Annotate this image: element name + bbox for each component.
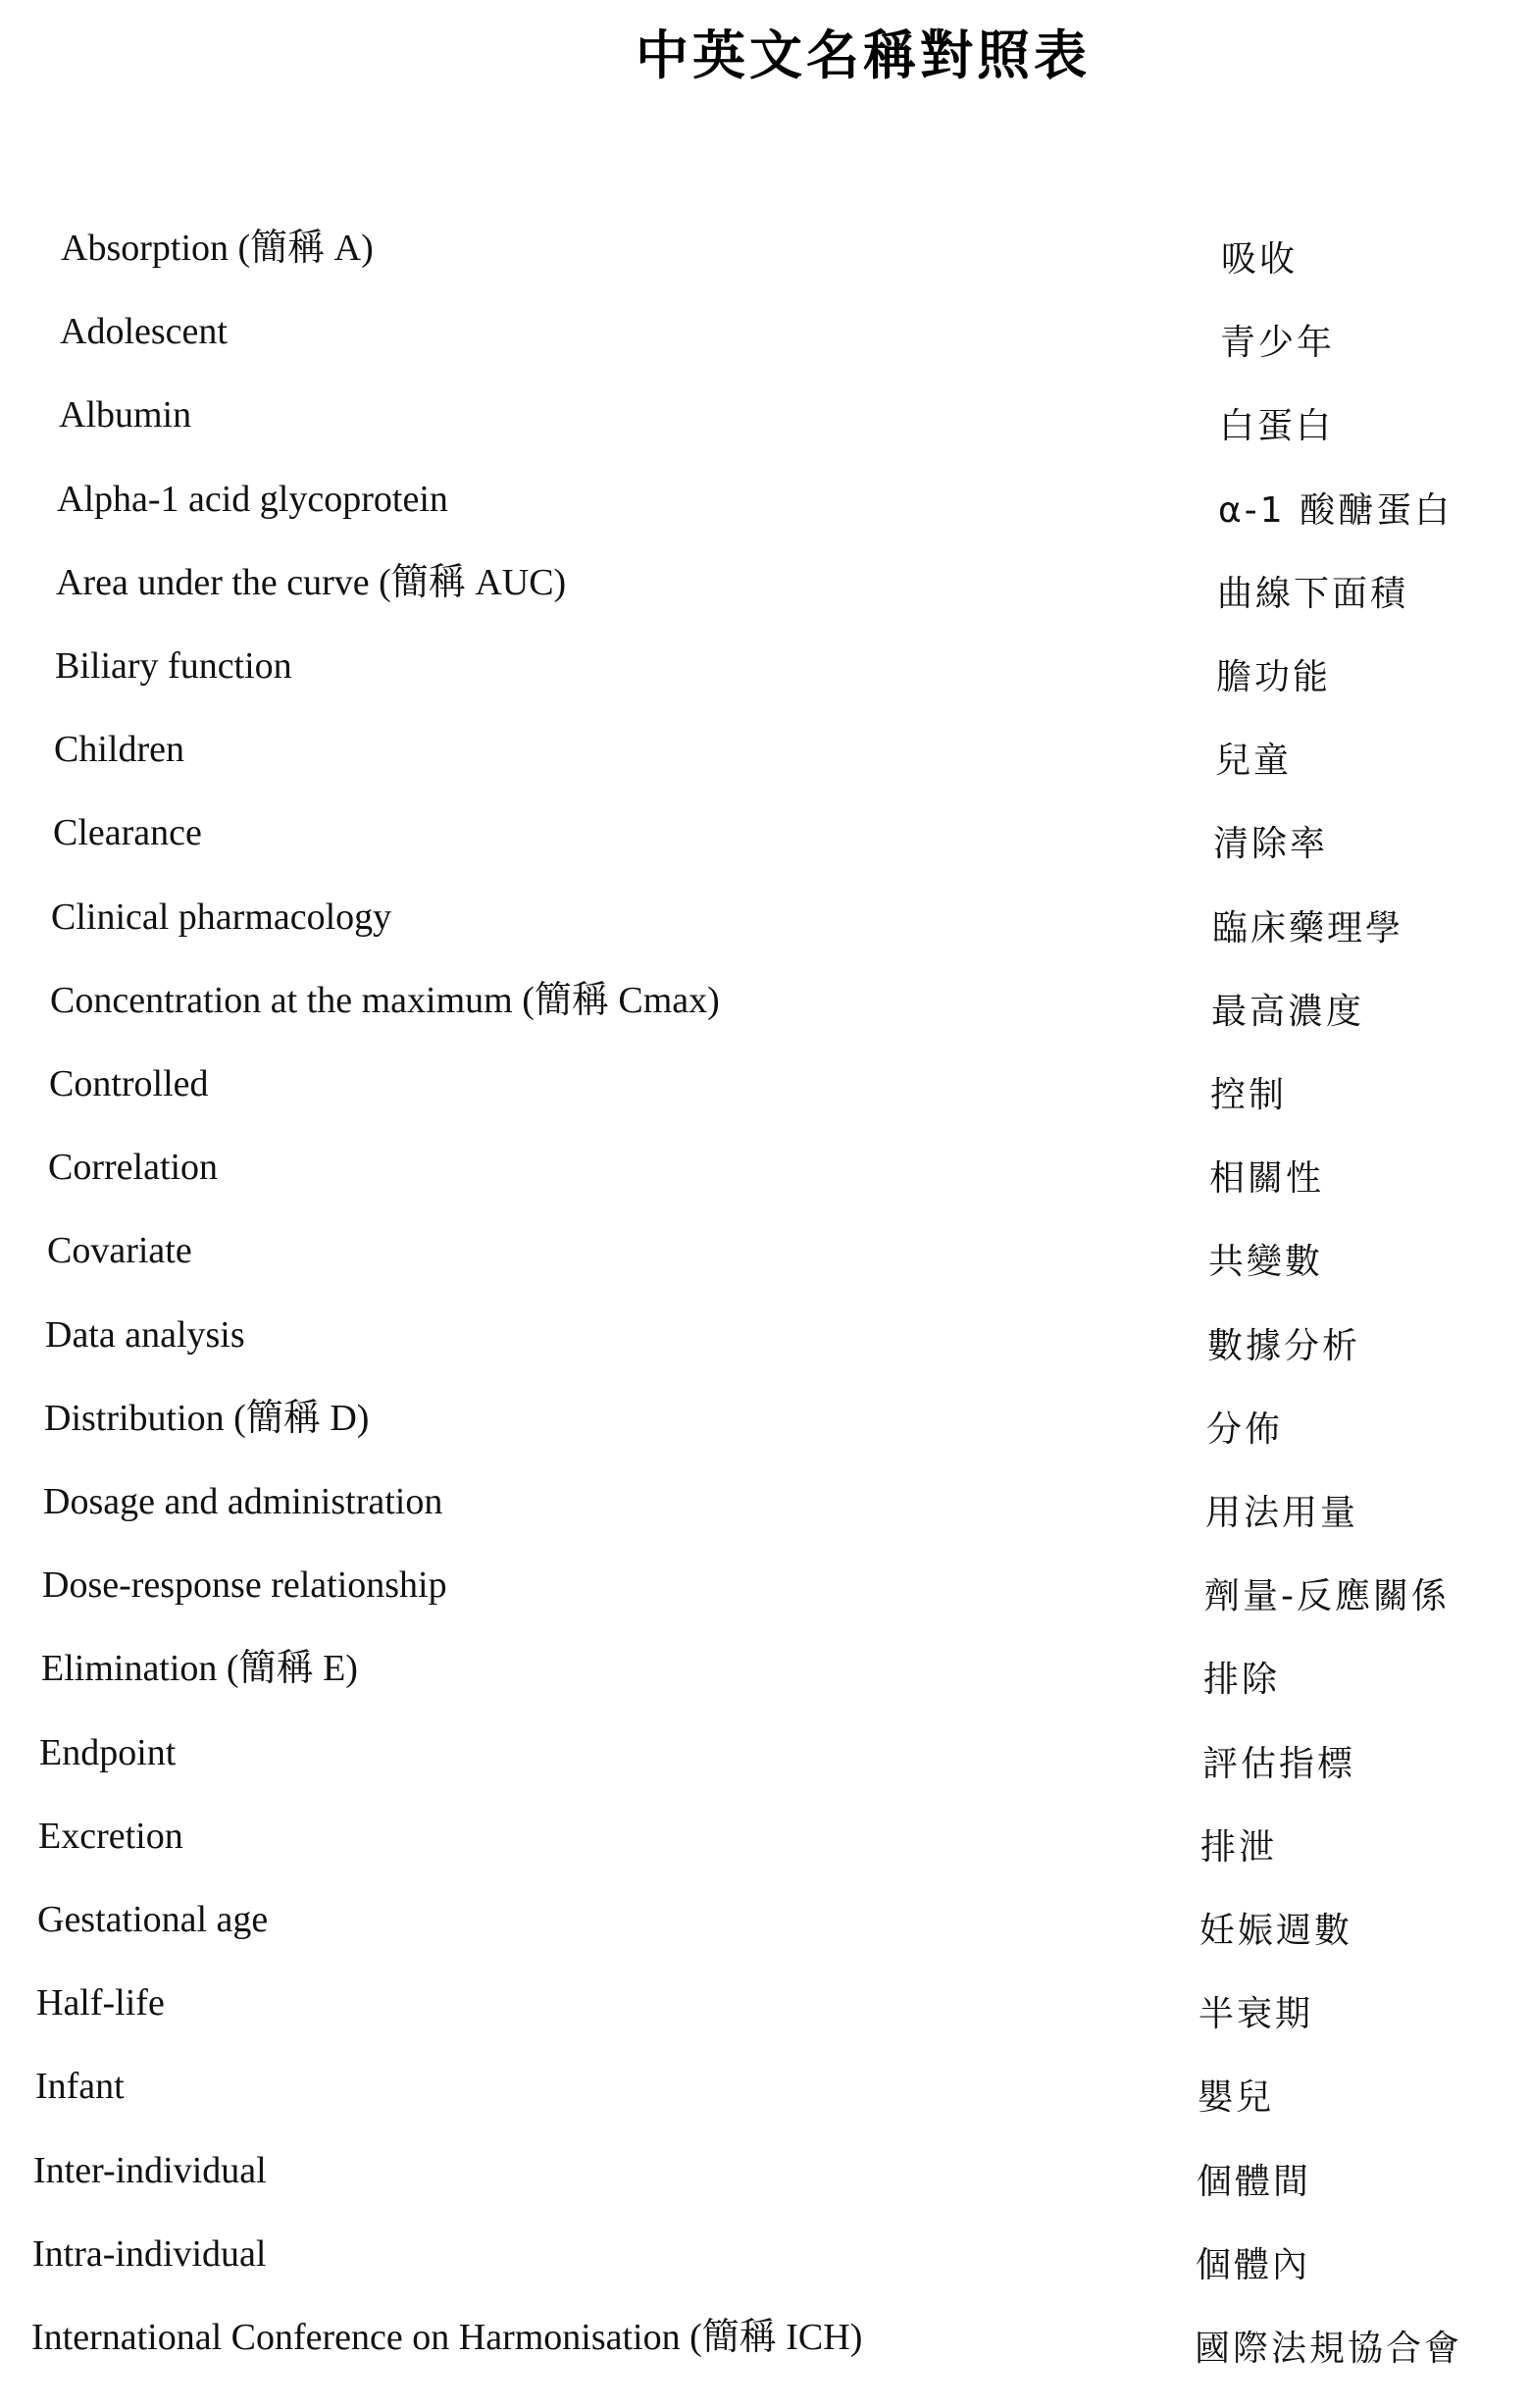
chinese-term: 兒童 xyxy=(1215,741,1293,781)
english-term: Intra-individual xyxy=(32,2233,267,2275)
chinese-term: 評估指標 xyxy=(1202,1744,1356,1784)
term-row xyxy=(0,560,1530,619)
english-term: Adolescent xyxy=(60,311,228,352)
english-term: Biliary function xyxy=(55,645,292,687)
english-term: Alpha-1 acid glycoprotein xyxy=(57,479,448,520)
english-term: Children xyxy=(54,729,184,770)
chinese-term: 最高濃度 xyxy=(1211,992,1365,1032)
english-term: Concentration at the maximum (簡稱 Cmax) xyxy=(50,980,720,1021)
chinese-term: 清除率 xyxy=(1213,824,1329,864)
chinese-term: 控制 xyxy=(1210,1075,1288,1115)
english-term: Distribution (簡稱 D) xyxy=(44,1398,370,1439)
term-row xyxy=(0,2148,1530,2207)
english-term: Area under the curve (簡稱 AUC) xyxy=(56,562,567,603)
term-row xyxy=(0,1228,1530,1287)
chinese-term: 排泄 xyxy=(1200,1827,1278,1868)
term-row xyxy=(0,1312,1530,1371)
term-row xyxy=(0,643,1530,702)
english-term: Excretion xyxy=(38,1816,183,1857)
term-row xyxy=(0,895,1530,953)
term-row xyxy=(0,2315,1530,2374)
term-row xyxy=(0,2231,1530,2290)
chinese-term: 膽功能 xyxy=(1216,657,1332,697)
term-row xyxy=(0,1563,1530,1621)
page-title: 中英文名稱對照表 xyxy=(636,24,1091,86)
chinese-term: 共變數 xyxy=(1208,1242,1324,1282)
english-term: Clinical pharmacology xyxy=(51,897,392,938)
term-row xyxy=(0,392,1530,451)
term-row xyxy=(0,727,1530,786)
english-term: Endpoint xyxy=(39,1732,177,1773)
english-term: Infant xyxy=(35,2066,125,2107)
english-term: Half-life xyxy=(36,1982,165,2024)
chinese-term: 相關性 xyxy=(1209,1158,1325,1199)
chinese-term: 嬰兒 xyxy=(1198,2077,1275,2118)
english-term: Clearance xyxy=(53,812,202,853)
english-term: Gestational age xyxy=(37,1899,269,1940)
chinese-term: 半衰期 xyxy=(1198,1994,1314,2034)
chinese-term: 分佈 xyxy=(1206,1409,1284,1450)
term-row xyxy=(0,1897,1530,1956)
english-term: International Conference on Harmonisation (簡稱 ICH) xyxy=(31,2317,863,2358)
chinese-term: 吸收 xyxy=(1221,239,1299,280)
term-row xyxy=(0,1061,1530,1120)
chinese-term: 國際法規協合會 xyxy=(1195,2329,1463,2369)
chinese-term: 臨床藥理學 xyxy=(1212,908,1404,948)
chinese-term: 白蛋白 xyxy=(1219,406,1335,446)
chinese-term: 數據分析 xyxy=(1207,1326,1361,1366)
term-row xyxy=(0,2064,1530,2123)
term-row xyxy=(0,810,1530,869)
english-term: Elimination (簡稱 E) xyxy=(41,1648,358,1689)
english-term: Data analysis xyxy=(45,1314,245,1356)
english-term: Correlation xyxy=(48,1147,219,1188)
english-term: Inter-individual xyxy=(33,2150,267,2191)
term-row xyxy=(0,1814,1530,1872)
english-term: Dosage and administration xyxy=(43,1481,443,1522)
term-row xyxy=(0,477,1530,536)
chinese-term: α-1 酸醣蛋白 xyxy=(1218,490,1454,531)
english-term: Controlled xyxy=(49,1063,209,1104)
term-row xyxy=(0,1730,1530,1789)
term-row xyxy=(0,1396,1530,1455)
chinese-term: 用法用量 xyxy=(1205,1493,1359,1533)
term-row xyxy=(0,226,1530,284)
chinese-term: 排除 xyxy=(1203,1660,1281,1700)
term-row xyxy=(0,1646,1530,1705)
term-row xyxy=(0,1145,1530,1204)
english-term: Albumin xyxy=(59,394,192,435)
english-term: Dose-response relationship xyxy=(42,1564,447,1606)
chinese-term: 青少年 xyxy=(1220,323,1336,363)
term-row xyxy=(0,978,1530,1037)
chinese-term: 個體內 xyxy=(1196,2245,1311,2285)
term-row xyxy=(0,309,1530,368)
chinese-term: 曲線下面積 xyxy=(1217,574,1409,614)
chinese-term: 劑量-反應關係 xyxy=(1204,1576,1450,1616)
chinese-term: 個體間 xyxy=(1197,2162,1312,2202)
chinese-term: 妊娠週數 xyxy=(1199,1911,1353,1951)
english-term: Covariate xyxy=(47,1230,192,1271)
english-term: Absorption (簡稱 A) xyxy=(61,228,374,269)
term-row xyxy=(0,1980,1530,2039)
term-row xyxy=(0,1479,1530,1538)
